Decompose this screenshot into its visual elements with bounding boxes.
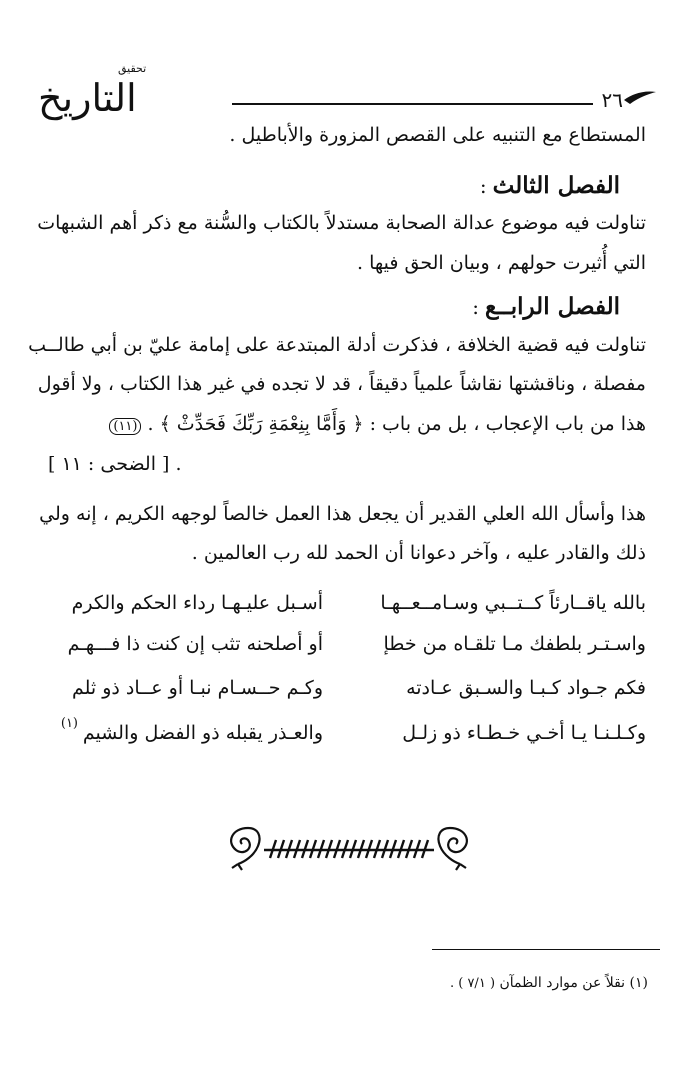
paragraph-line: مفصلة ، وناقشتها نقاشاً علمياً دقيقاً ، قد لا تجده في غير هذا الكتاب ، ولا أقول	[37, 373, 646, 395]
paragraph-line: المستطاع مع التنبيه على القصص المزورة والأباطيل .	[229, 124, 646, 146]
paragraph-line: تناولت فيه موضوع عدالة الصحابة مستدلاً بالكتاب والسُّنة مع ذكر أهم الشبهات	[37, 212, 646, 234]
poem-hemistich-left: وكـم حــسـام نبـا أو عــاد ذو ثلم	[71, 677, 323, 699]
footnote-reference: ( ٧/١ ) .	[449, 976, 496, 991]
header-rule	[232, 103, 593, 105]
book-title-calligraphy	[30, 62, 230, 122]
paragraph-line: التي أُثيرت حولهم ، وبيان الحق فيها .	[357, 252, 646, 274]
footnote-marker: (١)	[60, 716, 78, 731]
book-title-supplement: تحقيق	[118, 62, 147, 75]
chapter-3-colon: :	[479, 174, 487, 198]
poem-hemistich-left: أو أصلحنه تثب إن كنت ذا فـــهـم	[67, 633, 323, 655]
verse-number: (١١)	[109, 418, 141, 435]
poem-hemistich-right: واسـتـر بلطفك مـا تلقـاه من خطإ	[383, 633, 646, 655]
paragraph-text: هذا من باب الإعجاب ، بل من باب :	[369, 413, 646, 435]
paragraph-line: هذا وأسأل الله العلي القدير أن يجعل هذا العمل خالصاً لوجهه الكريم ، إنه ولي	[39, 503, 646, 525]
decorative-divider-ornament	[218, 820, 480, 872]
paragraph-line	[109, 415, 646, 434]
chapter-4-heading: الفصل الرابــع	[484, 293, 620, 320]
footnote-text: نقلاً عن موارد الظمآن	[499, 975, 626, 991]
poem-hemistich-left: والعـذر يقبله ذو الفضل والشيم	[82, 722, 323, 744]
chapter-4-colon: :	[472, 295, 479, 319]
verse-citation: [ الضحى : ١١ ] .	[48, 453, 182, 475]
poem-hemistich-right: بالله ياقــارئاً كــتــبي وسـامــعــهـا	[380, 592, 646, 614]
footnote-rule	[432, 949, 660, 950]
chapter-4-heading-row	[472, 295, 620, 318]
paragraph-line: تناولت فيه قضية الخلافة ، فذكرت أدلة المبتدعة على إمامة عليّ بن أبي طالــب	[28, 334, 646, 356]
chapter-3-heading-row	[480, 174, 620, 197]
poem-hemistich-left: أسـبل عليـهـا رداء الحكم والكرم	[71, 592, 323, 614]
footnote-marker: (١)	[629, 975, 648, 991]
poem-hemistich-right: وكـلـنـا يـا أخـي خـطـاء ذو زلـل	[402, 722, 646, 744]
page-number: ٢٦	[601, 88, 623, 112]
footnote	[450, 975, 648, 991]
page-corner-ornament	[622, 84, 658, 108]
chapter-3-heading: الفصل الثالث	[492, 172, 620, 199]
quran-verse: ﴿ وَأَمَّا بِنِعْمَةِ رَبِّكَ فَحَدِّثْ ﴾ .	[147, 413, 364, 435]
book-title: التاريخ	[38, 76, 137, 120]
poem-hemistich-right: فكم جـواد كـبـا والسـبق عـادته	[406, 677, 646, 699]
paragraph-line: ذلك والقادر عليه ، وآخر دعوانا أن الحمد لله رب العالمين .	[191, 542, 646, 564]
